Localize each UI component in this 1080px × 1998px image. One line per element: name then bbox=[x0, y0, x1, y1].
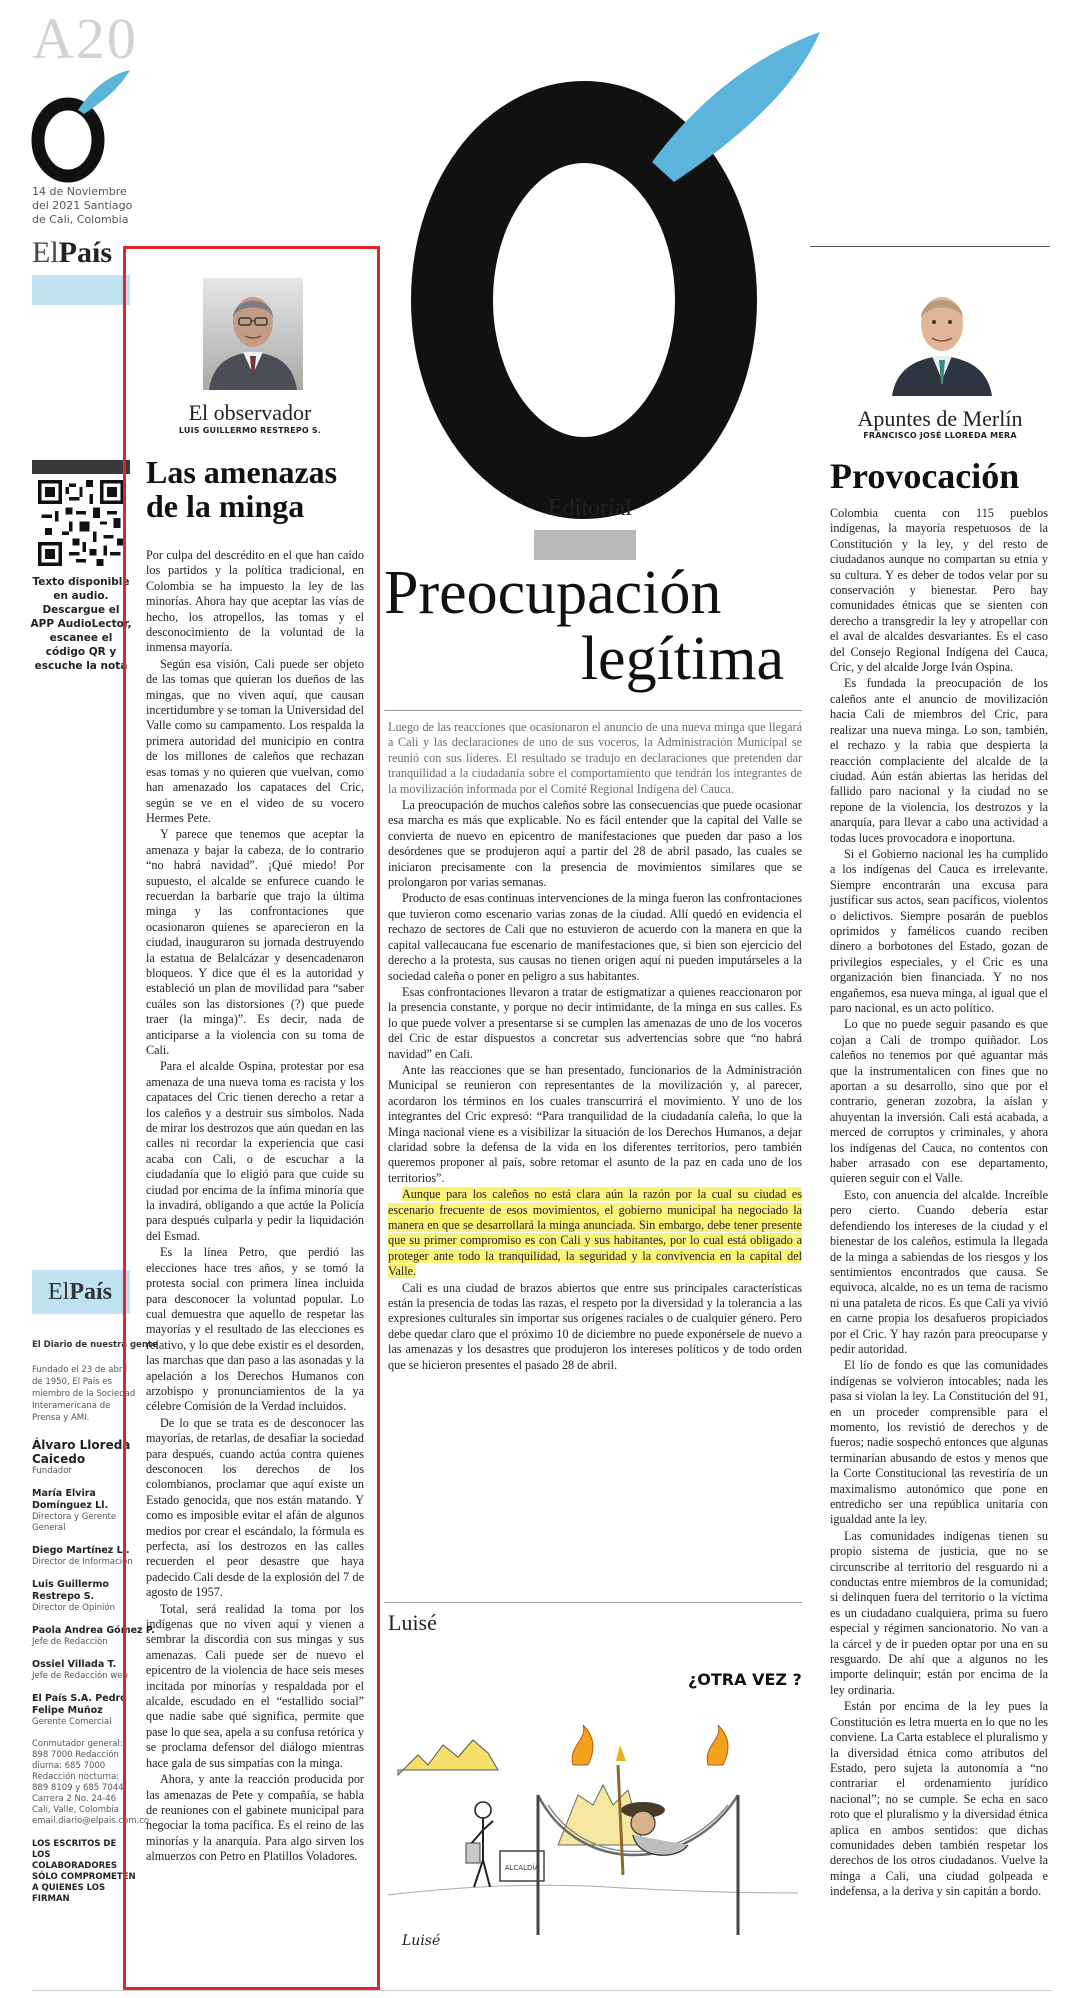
masthead bbox=[32, 1340, 158, 1905]
brand-pais: País bbox=[69, 1279, 112, 1305]
paragraph: Colombia cuenta con 115 pueblos indígenas, la mayoría respetuosos de la Constitución y la ley, y del resto de ciudadanos aunque no compartan su etnia y su cultura. Y es deber de todos velar por su conservación y bienestar. Pero hay comunidades étnicas que se sienten con derecho a transgredir la ley y atropellar con el aval de alcaldes desvariantes. Es el caso del Consejo Regional Indígena del Cauca, Cric, y del alcalde Jorge Iván Ospina. bbox=[830, 506, 1048, 675]
editorial-label: Editorial bbox=[548, 495, 632, 521]
highlighted-text: Aunque para los caleños no está clara aún la razón por la cual su ciudad es escenario frecuente de esos movimientos, el gobierno municipal ha negociado la manera en que se desarrollará la minga anunciada. Sin embargo, debe tener presente que su primer compromiso es con Cali y sus habitantes, por lo cual está obligado a proteger ante todo la tranquilidad, la seguridad y la convivencia en la capital del Valle. bbox=[388, 1187, 802, 1279]
column-section-title: El observador bbox=[188, 400, 312, 425]
staff-name: Ossiel Villada T. bbox=[32, 1659, 117, 1670]
opinion-logo-icon bbox=[30, 70, 138, 180]
staff-name: Diego Martínez Ll. bbox=[32, 1545, 130, 1556]
masthead-disclaimer: LOS ESCRITOS DE LOS COLABORADORES SÓLO COMPROMETEN A QUIENES LOS FIRMAN bbox=[32, 1839, 136, 1904]
column-body bbox=[830, 506, 1048, 1960]
cartoon-label: Luisé bbox=[388, 1610, 437, 1635]
staff-name: Álvaro Lloreda Caicedo bbox=[32, 1438, 131, 1466]
headline-line-1: Preocupación bbox=[384, 559, 722, 627]
staff-role: Director de Opinión bbox=[32, 1603, 115, 1613]
staff-entry bbox=[32, 1693, 136, 1728]
dateline: 14 de Noviembre del 2021 Santiago de Cali, Colombia bbox=[32, 185, 133, 226]
column-byline: LUIS GUILLERMO RESTREPO S. bbox=[178, 426, 322, 435]
opinion-logo-large-icon bbox=[384, 32, 824, 502]
masthead-contact: Conmutador general: 898 7000 Redacción diurna: 685 7000 Redacción nocturna: 889 8109 y 685 7044 Carrera 2 No. 24-46 Cali, Valle, Colombia email.diario@elpais.com.co bbox=[32, 1739, 150, 1826]
brand-logo bbox=[32, 238, 112, 268]
page-number: A20 bbox=[32, 6, 138, 71]
paragraph: La preocupación de muchos caleños sobre las consecuencias que puede ocasionar esa marcha es más que explicable. No es fácil entender que la capital del Valle se convierta de nuevo en epicentro de manifestaciones que pueden dar paso a los desórdenes que se produjeron aquí a partir del 28 de abril pasado, las cuales se iniciaron precisamente con la presencia de movimientos similares que se prolongaron por varias semanas. bbox=[388, 798, 802, 890]
masthead-founded: Fundado el 23 de abril de 1950, El País es miembro de la Sociedad Interamericana de Prensa y AMI. bbox=[32, 1365, 136, 1423]
paragraph: Es la línea Petro, que perdió las elecciones hace tres años, y se tomó la protesta social con primera línea incluida para desconocer la voluntad popular. Lo cual demuestra que aquello de respetar las mayorías y el resultado de las elecciones es relativo, y lo que debe existir es el desorden, las marchas que dan paso a las asonadas y la apelación a los Derechos Humanos con arzobispo y pronunciamientos de la ya célebre Comisión de la Verdad incluidos. bbox=[146, 1245, 364, 1414]
brand-logo-secondary bbox=[48, 1280, 112, 1304]
column-headline: Las amenazas de la minga bbox=[146, 454, 338, 524]
cartoon-sign: ALCALDÍA bbox=[504, 1864, 540, 1872]
staff-name: El País S.A. Pedro Felipe Muñoz bbox=[32, 1693, 127, 1716]
staff-role: Jefe de Redacción bbox=[32, 1637, 108, 1647]
staff-entry bbox=[32, 1488, 136, 1534]
brand-pais: País bbox=[58, 236, 113, 269]
rail-divider bbox=[32, 460, 130, 474]
staff-role: Director de Información bbox=[32, 1557, 133, 1567]
paragraph: Ahora, y ante la reacción producida por las amenazas de Pete y compañía, se habla de reuniones con el gabinete municipal para negociar la toma pacífica. Es el reino de las minorías y la anarquía. Para algo sirven los almuerzos con Petro en Platillos Voladores. bbox=[146, 1772, 364, 1864]
paragraph: El lío de fondo es que las comunidades indígenas se volvieron intocables; nada les pasa si violan la ley. La Constitución del 91, en un proceder comprensible para el momento, los revistió de derechos y de fueros; nadie sospechó entonces que algunas terminarían abusando de estos y menos que la Corte Constitucional las revestiría de un maximalismo autonómico que pone en entredicho ser una república unitaria con igualdad ante la ley. bbox=[830, 1358, 1048, 1527]
staff-entry bbox=[32, 1659, 136, 1682]
brand-el: El bbox=[32, 236, 59, 269]
paragraph: Están por encima de la ley pues la Constitución es letra muerta en lo que no les conviene. La Carta establece el pluralismo y la diversidad étnica como atributos del Estado, pero sujeta la autonomía a “no contrariar el ordenamiento jurídico nacional”; no se cumple. Se echa en saco roto que el pluralismo y la diversidad étnica aplica en ambos sentidos: que dichas comunidades deben también respetar los derechos de los otros ciudadanos. Vuelve la minga a Cali, una ciudad golpeada e indefensa, a la deriva y sin capitán a bordo. bbox=[830, 1699, 1048, 1899]
staff-role: Directora y Gerente General bbox=[32, 1512, 117, 1533]
brand-el: El bbox=[48, 1279, 70, 1305]
editorial-lead: Luego de las reacciones que ocasionaron el anuncio de una nueva minga que llegará a Cali y las declaraciones de uno de sus voceros, la Administración Municipal se reunió con sus líderes. El resultado se tradujo en declaraciones que pretenden dar tranquilidad a la ciudadanía sobre el comportamiento que tendrán los integrantes de la movilización informada por el Comité Regional Indígena del Cauca. bbox=[388, 720, 802, 796]
paragraph: Total, será realidad la toma por los indígenas que no viven aquí y vienen a sembrar la discordia con sus mingas y sus amenazas. Cali puede ser de nuevo el epicentro de la violencia de hace seis meses incitada por minorías y respaldada por el alcalde, escudado en el “estallido social” que nadie sabe qué significa, permite que pase lo que sea, apela a su confusa retórica y se proclama defensor del diálogo mientras hace gala de sus simpatías con la minga. bbox=[146, 1601, 364, 1770]
paragraph: Esto, con anuencia del alcalde. Increíble pero cierto. Cuando debería estar defendiendo los intereses de la ciudad y el bienestar de los caleños, estimula la llegada de la minga a sabiendas de los riesgos y los sentimientos encontrados que causa. Se equivoca, alcalde, no es un tema de racismo ni una pataleta de ricos. Es que Cali ya vivió en carne propia los desafueros propiciados por el Cric. Y hay razón para preocuparse y pedir autoridad. bbox=[830, 1187, 1048, 1356]
staff-entry bbox=[32, 1438, 136, 1477]
footer-divider bbox=[32, 1990, 1052, 1991]
column-headline: Provocación bbox=[830, 456, 1020, 496]
divider bbox=[810, 246, 1050, 247]
staff-entry bbox=[32, 1579, 136, 1614]
paragraph: Según esa visión, Cali puede ser objeto de las tomas que quieran los dueños de las mingas, que no viven aquí, que causan incertidumbre y se toman la Universidad del Valle como su campamento. Los respalda la primera autoridad del municipio en contra de los millones de caleños que rechazan esas tomas y no quieren que vuelvan, como han amenazado los capataces del Cric, según se ve en el video de su vocero Hermes Pete. bbox=[146, 656, 364, 825]
headline-line-2: legítima bbox=[580, 625, 784, 693]
paragraph: Y parece que tenemos que aceptar la amenaza y bajar la cabeza, de lo contrario “no habrá navidad”. ¡Qué miedo! Por supuesto, el alcalde se enfurece cuando le recuerdan la barbarie que trajo la última minga y las confrontaciones que ocasionaron quienes se aparecieron en la ciudad, inauguraron su jornada destruyendo la estatua de Belalcázar y desencadenaron bloqueos. Y dice que él es la autoridad y estableció un plan de movilidad para “saber cuáles son las distorsiones (?) que puede traer (la minga)”. Es decir, nada de anticiparse a la violencia con su toma de Cali. bbox=[146, 827, 364, 1057]
paragraph: Las comunidades indígenas tienen su propio sistema de justicia, que no se circunscribe al territorio del resguardo ni a conductas entre miembros de la comunidad; si delinquen fuera del territorio o la víctima es un ciudadano cualquiera, prima su fuero especial y régimen sancionatorio. No van a la cárcel y de ir pueden optar por una en su resguardo. De ahí que a algunos no les importe delinquir; están por encima de la ley ordinaria. bbox=[830, 1528, 1048, 1697]
brand-bar bbox=[32, 275, 130, 305]
selection-highlight-box bbox=[123, 246, 380, 1990]
paragraph: Si el Gobierno nacional les ha cumplido a los indígenas del Cauca es irrelevante. Siempre encontrarán una excusa para justificar sus actos, sean pacíficos, violentos o delictivos. Siempre posarán de pueblos oprimidos y famélicos cuando reciben dinero a borbotones del Estado, gozan de privilegios especiales, y el Cric es una organización bien financiada. Y no nos engañemos, esa nueva minga, al igual que el paro nacional, es un acto político. bbox=[830, 846, 1048, 1015]
editorial-body bbox=[388, 720, 802, 1580]
qr-instructions: Texto disponible en audio. Descargue el APP AudioLector, escanee el código QR y escuche la nota bbox=[30, 576, 132, 672]
paragraph: Esas confrontaciones llevaron a tratar de estigmatizar a quienes reaccionaron por la presencia constante, y porque no decir intimidante, de la minga en sus calles. Es lo que puede volver a presentarse si se cumplen las amenazas de uno de los voceros del Cric de estar dispuestos a concretar sus advertencias sobre que “no habrá navidad” en Cali. bbox=[388, 984, 802, 1061]
masthead-tagline: El Diario de nuestra gente bbox=[32, 1340, 158, 1350]
staff-role: Jefe de Redacción web bbox=[32, 1671, 128, 1681]
paragraph: Para el alcalde Ospina, protestar por esa amenaza de una nueva toma es racista y los capataces del Cric tienen derecho a retar a los caleños y a destruir sus símbolos. Nada de mirar los destrozos que aún quedan en las calles ni recordar la experiencia que casi acaba con Cali, o de escuchar a la ciudadanía que lo eligió para que cuide su ciudad por encima de la ínfima minoría que la invadirá, obligando a que actúe la Policía para después culparla y pedir la liquidación del Esmad. bbox=[146, 1059, 364, 1243]
qr-code-icon bbox=[38, 480, 124, 566]
paragraph: De lo que se trata es de desconocer las mayorías, de retarlas, de desafiar la sociedad para después, cuando actúa contra quienes desconocen los derechos de los colombianos, proclamar que aquí existe un Estado genocida, que nos están matando. Y como es imposible evitar el afán de algunos medios por crear el escándalo, la fórmula es perfecta, así los destrozos en las calles recuerden el peor desastre que haya padecido Cali desde de la explosión del 7 de agosto de 1957. bbox=[146, 1415, 364, 1600]
cartoon-illustration bbox=[388, 1645, 802, 1960]
paragraph: Cali es una ciudad de brazos abiertos que entre sus principales características están la presencia de todas las razas, el respeto por la diversidad y la tolerancia a las expresiones culturales sin importar sus orígenes raciales o de cualquier género. Pero debe quedar claro que el próximo 10 de diciembre no puede exponérsele de nuevo a las amenazas y los desastres que produjeron los intereses políticos y de todo orden que se hicieron presentes el pasado 28 de abril. bbox=[388, 1280, 802, 1372]
paragraph: Ante las reacciones que se han presentado, funcionarios de la Administración Municipal se reunieron con representantes de la movilización y, al parecer, acordaron los términos en los cuales transcurrirá el movimiento. Y uno de los integrantes del Cric expresó: “Para tranquilidad de la ciudadanía caleña, lo que la Minga nacional viene es a visibilizar la situación de los Derechos Humanos, a dejar claridad sobre la defensa de la vida en los diferentes territorios, pero también queremos proponer al país, sobre retomar el asunto de la paz en cada uno de los territorios”. bbox=[388, 1062, 802, 1185]
editorial-headline bbox=[384, 560, 784, 692]
divider bbox=[384, 710, 802, 711]
highlighted-paragraph bbox=[388, 1187, 802, 1279]
staff-role: Gerente Comercial bbox=[32, 1717, 112, 1727]
divider bbox=[384, 1602, 802, 1603]
editorial-bar bbox=[534, 530, 636, 560]
paragraph: Es fundada la preocupación de los caleños ante el anuncio de movilización hacia Cali de miembros del Cric, para realizar una nueva minga. Lo son, también, el rechazo y la rabia que despierta la reacción complaciente del alcalde de la ciudad. Aún están abiertas las heridas del fallido paro nacional y la ciudad no se repone de la violencia, los destrozos y la anarquía, para llevar a cabo una actividad a todas luces provocadora e inoportuna. bbox=[830, 676, 1048, 845]
staff-entry bbox=[32, 1625, 155, 1648]
cartoon-speech: ¿OTRA VEZ ? bbox=[688, 1670, 802, 1689]
staff-role: Fundador bbox=[32, 1466, 72, 1476]
paragraph: Por culpa del descrédito en el que han caído los partidos y la política tradicional, en Colombia se ha impuesto la ley de las minorías. Ahora hay que aceptar las vías de hecho, los atropellos, las tomas y el desconocimiento de la voluntad de la inmensa mayoría. bbox=[146, 548, 364, 655]
cartoon-signature: Luisé bbox=[402, 1933, 441, 1949]
staff-name: Paola Andrea Gómez P. bbox=[32, 1625, 155, 1636]
staff-name: Luis Guillermo Restrepo S. bbox=[32, 1579, 109, 1602]
staff-name: María Elvira Domínguez Ll. bbox=[32, 1488, 109, 1511]
column-section-title: Apuntes de Merlín bbox=[857, 406, 1023, 431]
paragraph: Producto de esas continuas intervenciones de la minga fueron las confrontaciones que tuvieron como escenario varias zonas de la ciudad. Allí quedó en evidencia el rechazo de sectores de Cali que no estuvieron de acuerdo con la manera en que la capital vallecaucana fue escenario de manifestaciones que, si bien son ejercicio del derecho a la protesta, sus causas no tienen origen aquí ni pueden imputárseles a la sociedad caleña o poner en peligro a sus habitantes. bbox=[388, 891, 802, 983]
staff-entry bbox=[32, 1545, 136, 1568]
paragraph: Lo que no puede seguir pasando es que cojan a Cali de trompo quiñador. Los caleños no tenemos por qué aguantar más que la instrumentalicen con fines que no aportan a su desarrollo, sino que por el contrario, generan zozobra, la aíslan y ahuyentan la inversión. Cali está acabada, a merced de corruptos y criminales, y ahora los indígenas del Cauca, no contentos con haber arrasado con ese departamento, quieren seguir con el Valle. bbox=[830, 1017, 1048, 1186]
column-byline: FRANCISCO JOSÉ LLOREDA MERA bbox=[863, 431, 1017, 440]
columnist-portrait bbox=[888, 276, 996, 396]
